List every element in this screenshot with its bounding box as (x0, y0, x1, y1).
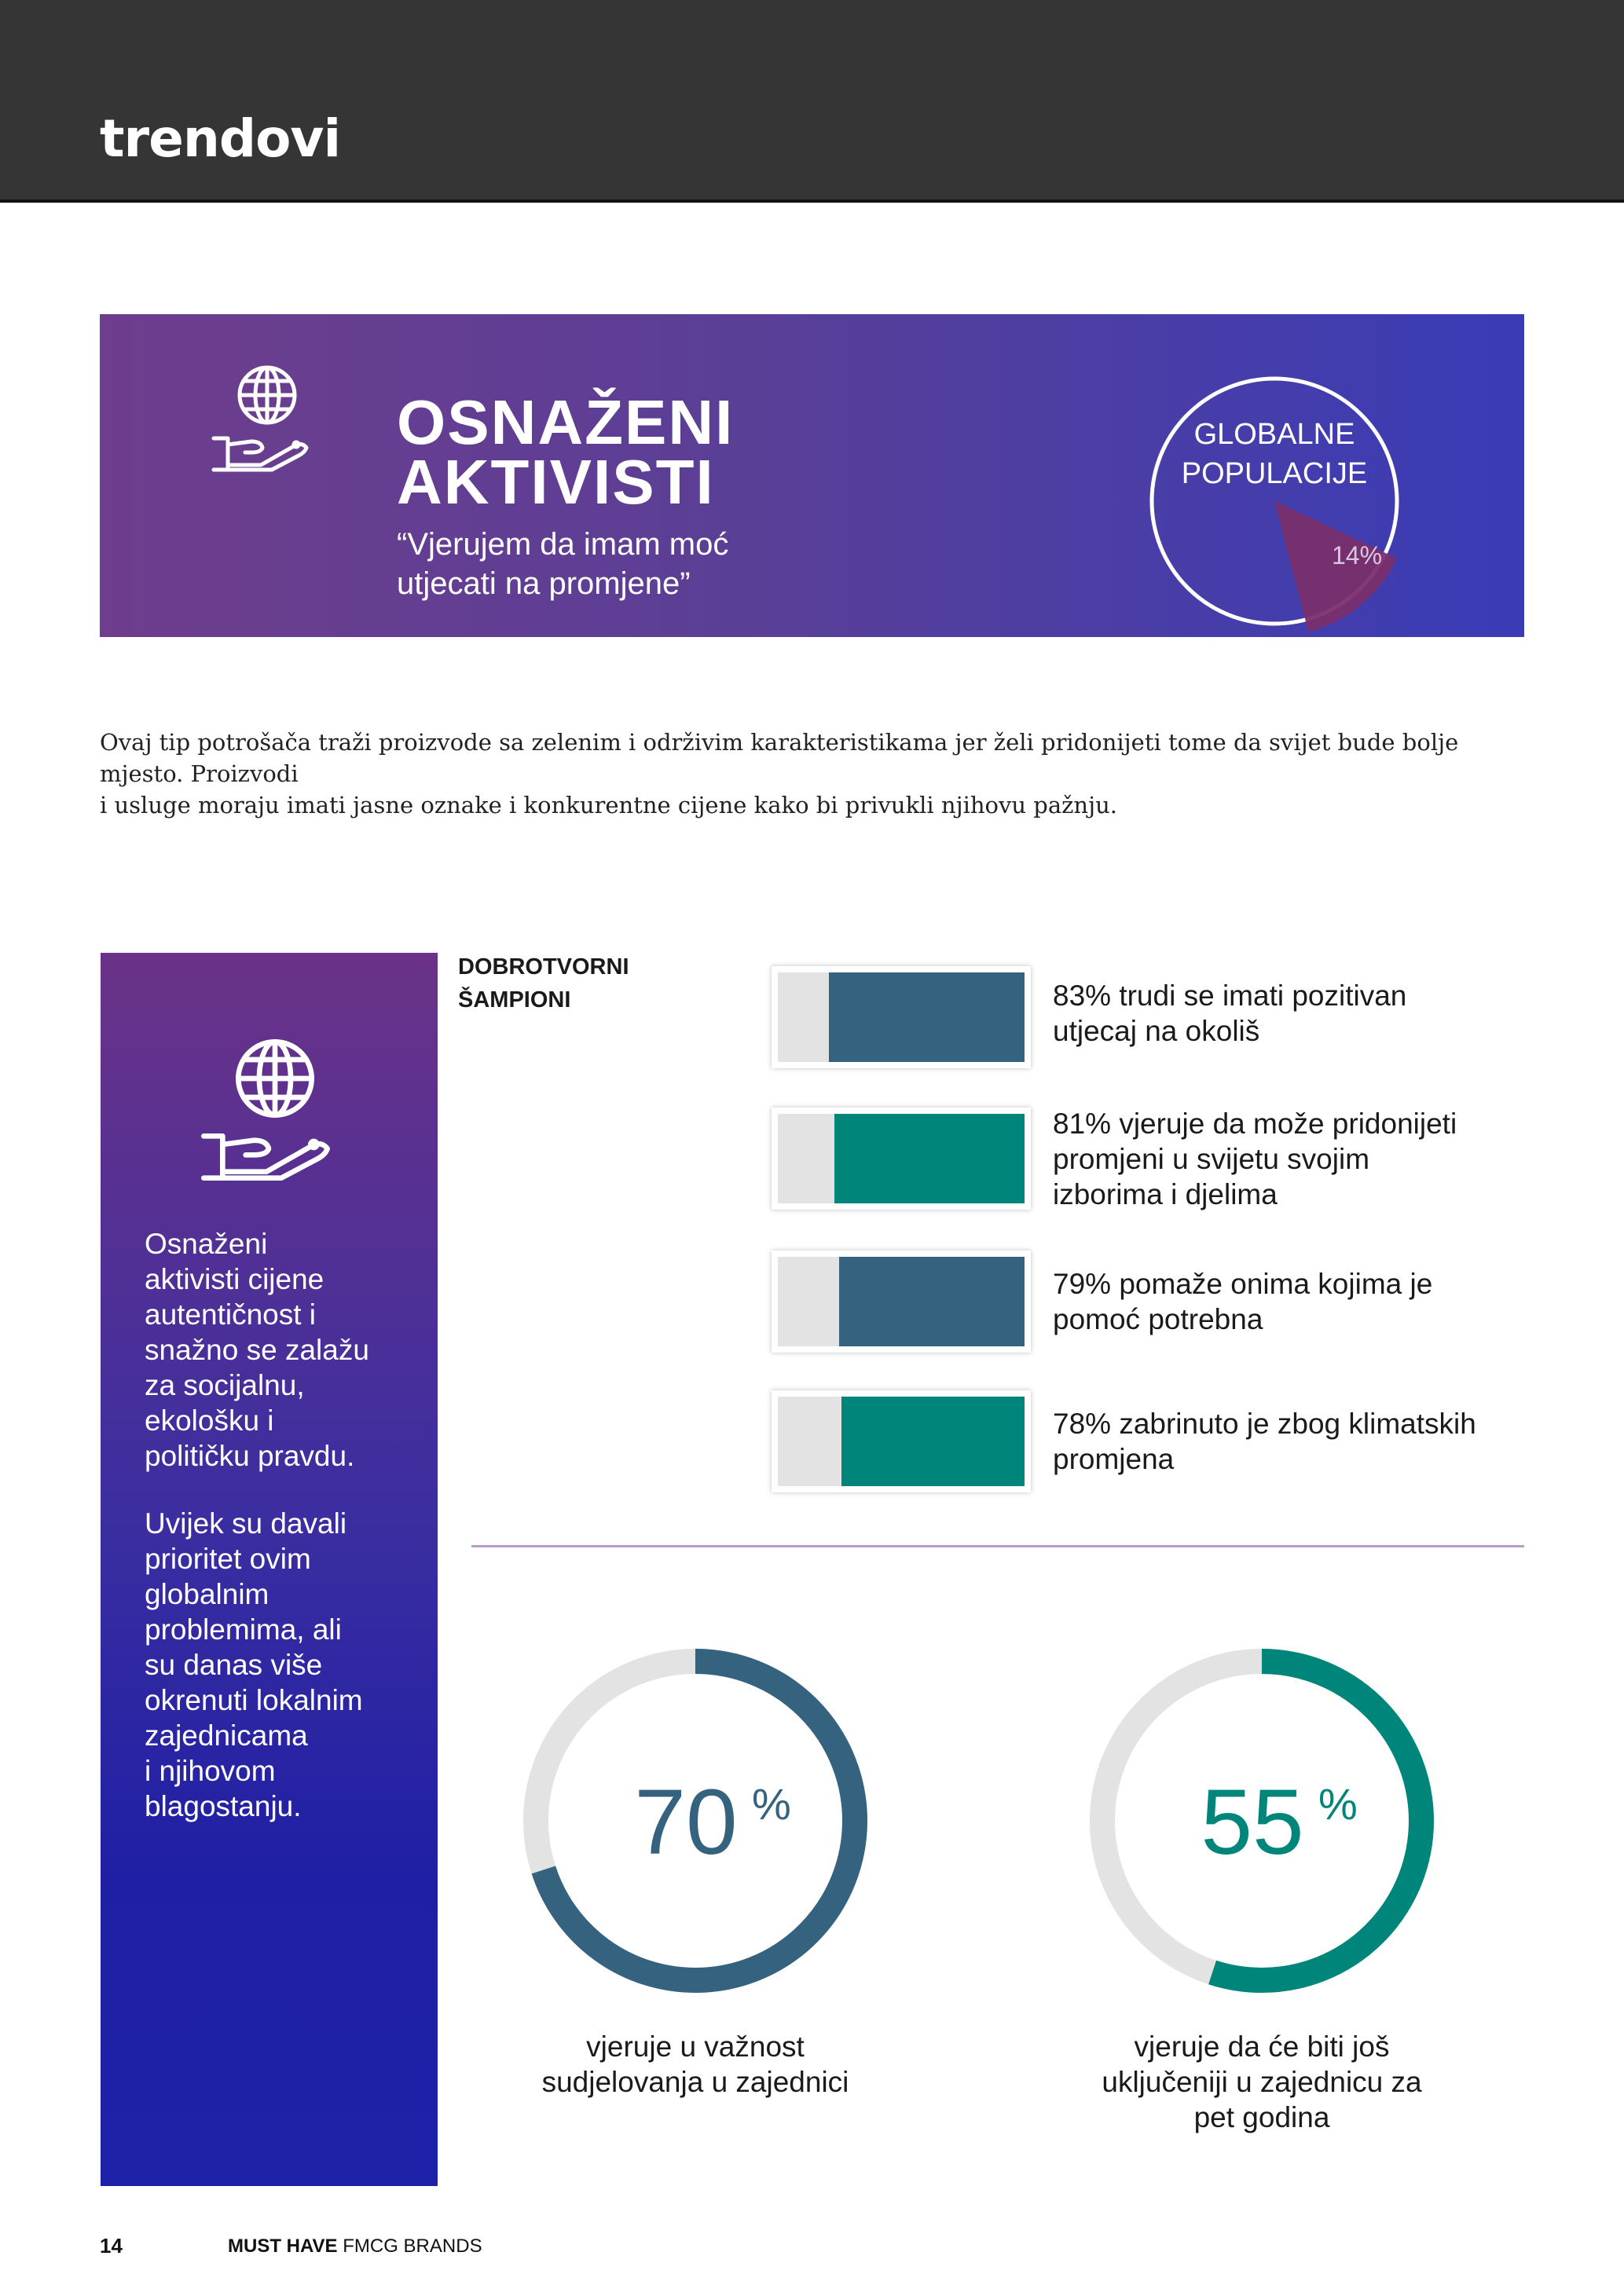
stat-label (1053, 1266, 1524, 1337)
champions-heading-line-1: DOBROTVORNI (458, 954, 629, 980)
stat-bar-track (778, 972, 1025, 1062)
sidebar-line: za socijalnu, (145, 1369, 305, 1401)
intro-line-1: Ovaj tip potrošača traži proizvode sa zelenim i održivim karakteristikama jer želi pridonijeti tome da svijet bude bolje mjesto. Proizvodi (100, 729, 1459, 787)
sidebar-line: okrenuti lokalnim (145, 1684, 363, 1716)
donut-chart (1081, 1640, 1443, 2001)
persona-quote (397, 525, 868, 603)
stat-label-line: promjeni u svijetu svojim (1053, 1143, 1370, 1175)
stat-label-line: 81% vjeruje da može pridonijeti (1053, 1108, 1457, 1140)
footer-brand-bold: MUST HAVE (228, 2236, 338, 2257)
donut-caption-line: vjeruje da će biti još (1134, 2031, 1390, 2063)
population-share-circle (1149, 344, 1455, 650)
sidebar-line: problemima, ali (145, 1613, 342, 1646)
sidebar-line: Uvijek su davali (145, 1507, 347, 1540)
intro-line-2: i usluge moraju imati jasne oznake i konkurentne cijene kako bi privukli njihovu pažnju. (100, 792, 1117, 818)
donut-caption-line: vjeruje u važnost (586, 2031, 805, 2063)
donut-caption-line: uključeniji u zajednicu za (1102, 2066, 1422, 2098)
stat-bar (772, 1108, 1031, 1210)
section-divider (471, 1545, 1524, 1547)
stat-bar-track (778, 1257, 1025, 1346)
stat-label-line: 78% zabrinuto je zbog klimatskih (1053, 1408, 1476, 1440)
sidebar-paragraph-2 (145, 1506, 412, 1824)
persona-sidebar (101, 953, 438, 2186)
stat-bar-track (778, 1114, 1025, 1203)
sidebar-line: Osnaženi (145, 1228, 268, 1260)
persona-title (397, 387, 868, 517)
stat-bar-fill (834, 1114, 1025, 1203)
stat-label (1053, 978, 1524, 1049)
donut-unit-label: % (752, 1779, 791, 1829)
page-header (0, 0, 1624, 203)
quote-line-1: “Vjerujem da imam moć (397, 527, 729, 562)
section-title: trendovi (100, 108, 341, 169)
sidebar-line: autentičnost i (145, 1298, 317, 1331)
stat-label-line: 79% pomaže onima kojima je (1053, 1268, 1433, 1300)
sidebar-line: globalnim (145, 1578, 269, 1610)
sidebar-line: političku pravdu. (145, 1440, 355, 1472)
sidebar-paragraph-1 (145, 1226, 412, 1474)
stat-label (1053, 1406, 1524, 1477)
persona-title-line-2: AKTIVISTI (397, 447, 715, 517)
page-number: 14 (100, 2234, 123, 2258)
intro-paragraph (100, 727, 1526, 821)
sidebar-line: i njihovom (145, 1755, 276, 1787)
stat-label-line: 83% trudi se imati pozitivan (1053, 980, 1407, 1012)
stat-bar (772, 1390, 1031, 1492)
donut-caption (491, 2029, 900, 2100)
globe-hand-icon (193, 1031, 350, 1188)
donut-chart (515, 1640, 876, 2001)
population-share-label: 14% (1331, 541, 1383, 569)
sidebar-line: ekološku i (145, 1404, 274, 1437)
sidebar-line: prioritet ovim (145, 1543, 311, 1575)
stat-label-line: promjena (1053, 1443, 1175, 1475)
stat-bar-fill (829, 972, 1025, 1062)
footer-brand-rest: FMCG BRANDS (337, 2236, 482, 2257)
quote-line-2: utjecati na promjene” (397, 566, 691, 601)
footer-brand (228, 2236, 482, 2258)
sidebar-line: snažno se zalažu (145, 1334, 369, 1366)
donut-unit-label: % (1318, 1779, 1358, 1829)
stat-bar (772, 1251, 1031, 1353)
persona-title-line-1: OSNAŽENI (397, 387, 735, 457)
sidebar-line: blagostanju. (145, 1790, 302, 1822)
sidebar-line: zajednicama (145, 1719, 308, 1752)
sidebar-line: su danas više (145, 1649, 323, 1681)
donut-caption (1058, 2029, 1466, 2135)
donut-caption-line: sudjelovanja u zajednici (541, 2066, 849, 2098)
stat-label (1053, 1106, 1524, 1212)
stat-bar (772, 966, 1031, 1068)
population-label-line-2: POPULACIJE (1181, 457, 1368, 490)
population-label-line-1: GLOBALNE (1193, 418, 1355, 451)
donut-caption-line: pet godina (1193, 2101, 1330, 2133)
stat-label-line: izborima i djelima (1053, 1178, 1278, 1210)
donut-value-label: 70 (634, 1771, 738, 1874)
persona-banner (100, 314, 1524, 637)
champions-heading (458, 950, 694, 1016)
stat-bar-fill (839, 1257, 1025, 1346)
champions-heading-line-2: ŠAMPIONI (458, 987, 571, 1013)
stat-bar-track (778, 1397, 1025, 1486)
globe-hand-icon (206, 360, 324, 478)
donut-value-label: 55 (1201, 1771, 1304, 1874)
stat-label-line: utjecaj na okoliš (1053, 1015, 1260, 1047)
stat-label-line: pomoć potrebna (1053, 1303, 1263, 1335)
stat-bar-fill (841, 1397, 1025, 1486)
sidebar-line: aktivisti cijene (145, 1263, 324, 1295)
